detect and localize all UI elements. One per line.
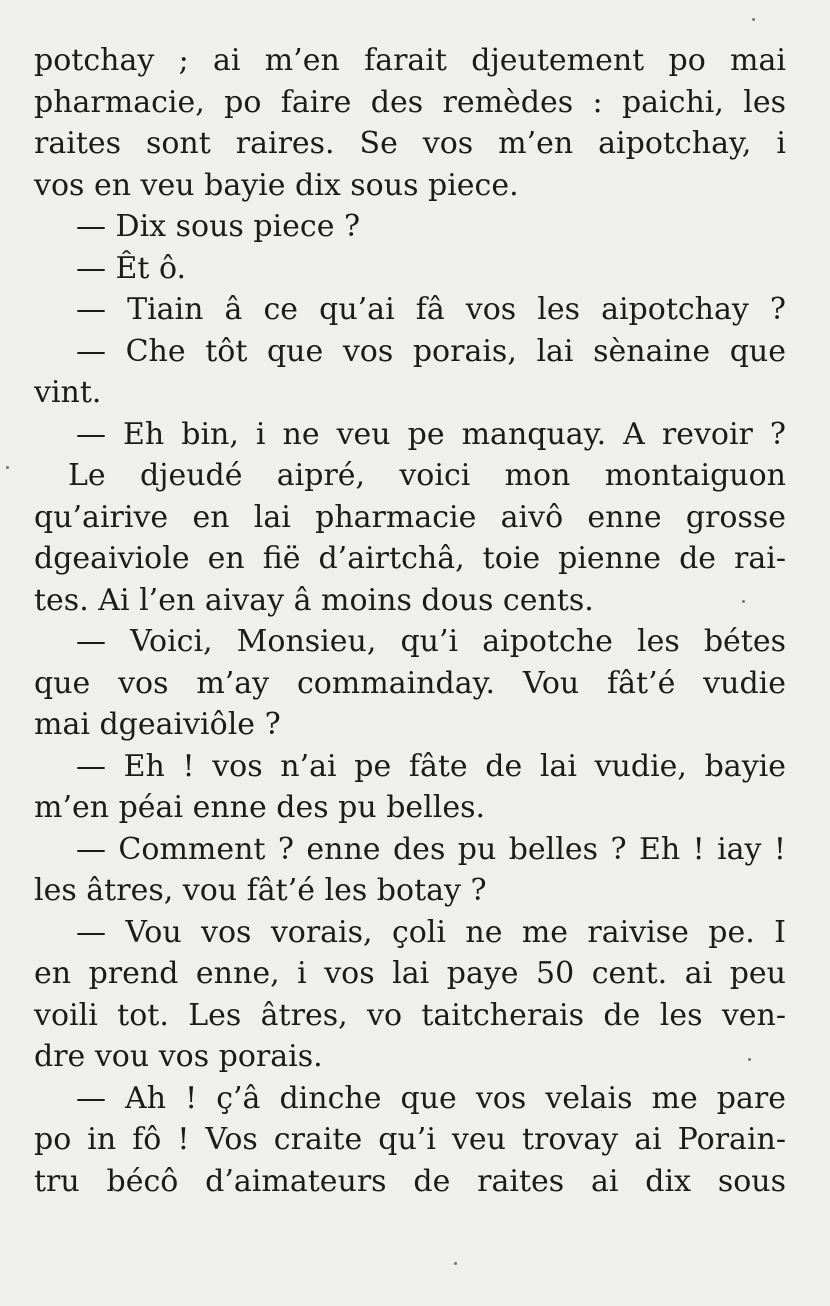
text-line: — Eh bin, i ne veu pe manquay. A revoir ? [76,416,786,452]
text-line: m’en péai enne des pu belles. [34,790,486,825]
text-line: — Che tôt que vos porais, lai sènaine que [76,333,786,369]
text-line: — Dix sous piece ? [76,209,361,244]
text-line: les âtres, vou fât’é les botay ? [34,873,487,908]
text-line: — Voici, Monsieu, qu’i aipotche les bétes [76,624,786,659]
text-line: vint. [34,375,102,410]
text-line: potchay ; ai m’en farait djeutement po mai [34,43,786,78]
paper-speck [748,1058,751,1061]
text-line: po in fô ! Vos craite qu’i veu trovay ai Porain- [34,1122,786,1157]
text-line: — Eh ! vos n’ai pe fâte de lai vudie, bayie [76,748,786,784]
page-text [34,40,786,1202]
text-line: — Tiain â ce qu’ai fâ vos les aipotchay ? [76,292,786,327]
text-line: raites sont raires. Se vos m’en aipotchay, i [34,126,786,161]
text-line: vos en veu bayie dix sous piece. [34,167,519,203]
text-line: — Ah ! ç’â dinche que vos velais me pare [76,1080,786,1116]
text-line: — Comment ? enne des pu belles ? Eh ! iay ! [76,831,786,867]
paper-speck [742,600,745,603]
paper-speck [6,466,9,469]
paper-speck [752,18,755,21]
text-line: — Êt ô. [76,250,187,286]
paper-speck [454,1262,457,1265]
text-line: mai dgeaiviôle ? [34,707,281,742]
text-line: tru bécô d’aimateurs de raites ai dix sous [34,1163,786,1199]
text-line: voili tot. Les âtres, vo taitcherais de les ven- [34,997,786,1033]
text-line: — Vou vos vorais, çoli ne me raivise pe. I [76,914,786,950]
text-line: qu’airive en lai pharmacie aivô enne grosse [34,499,786,535]
text-line: pharmacie, po faire des remèdes : paichi, les [34,84,786,120]
text-line: dgeaiviole en fië d’airtchâ, toie pienne de rai- [34,541,786,576]
text-line: Le djeudé aipré, voici mon montaiguon [68,458,786,493]
text-line: en prend enne, i vos lai paye 50 cent. ai peu [34,956,786,991]
text-line: que vos m’ay commainday. Vou fât’é vudie [34,665,786,701]
text-line: tes. Ai l’en aivay â moins dous cents. [34,582,594,618]
text-line: dre vou vos porais. [34,1039,323,1074]
